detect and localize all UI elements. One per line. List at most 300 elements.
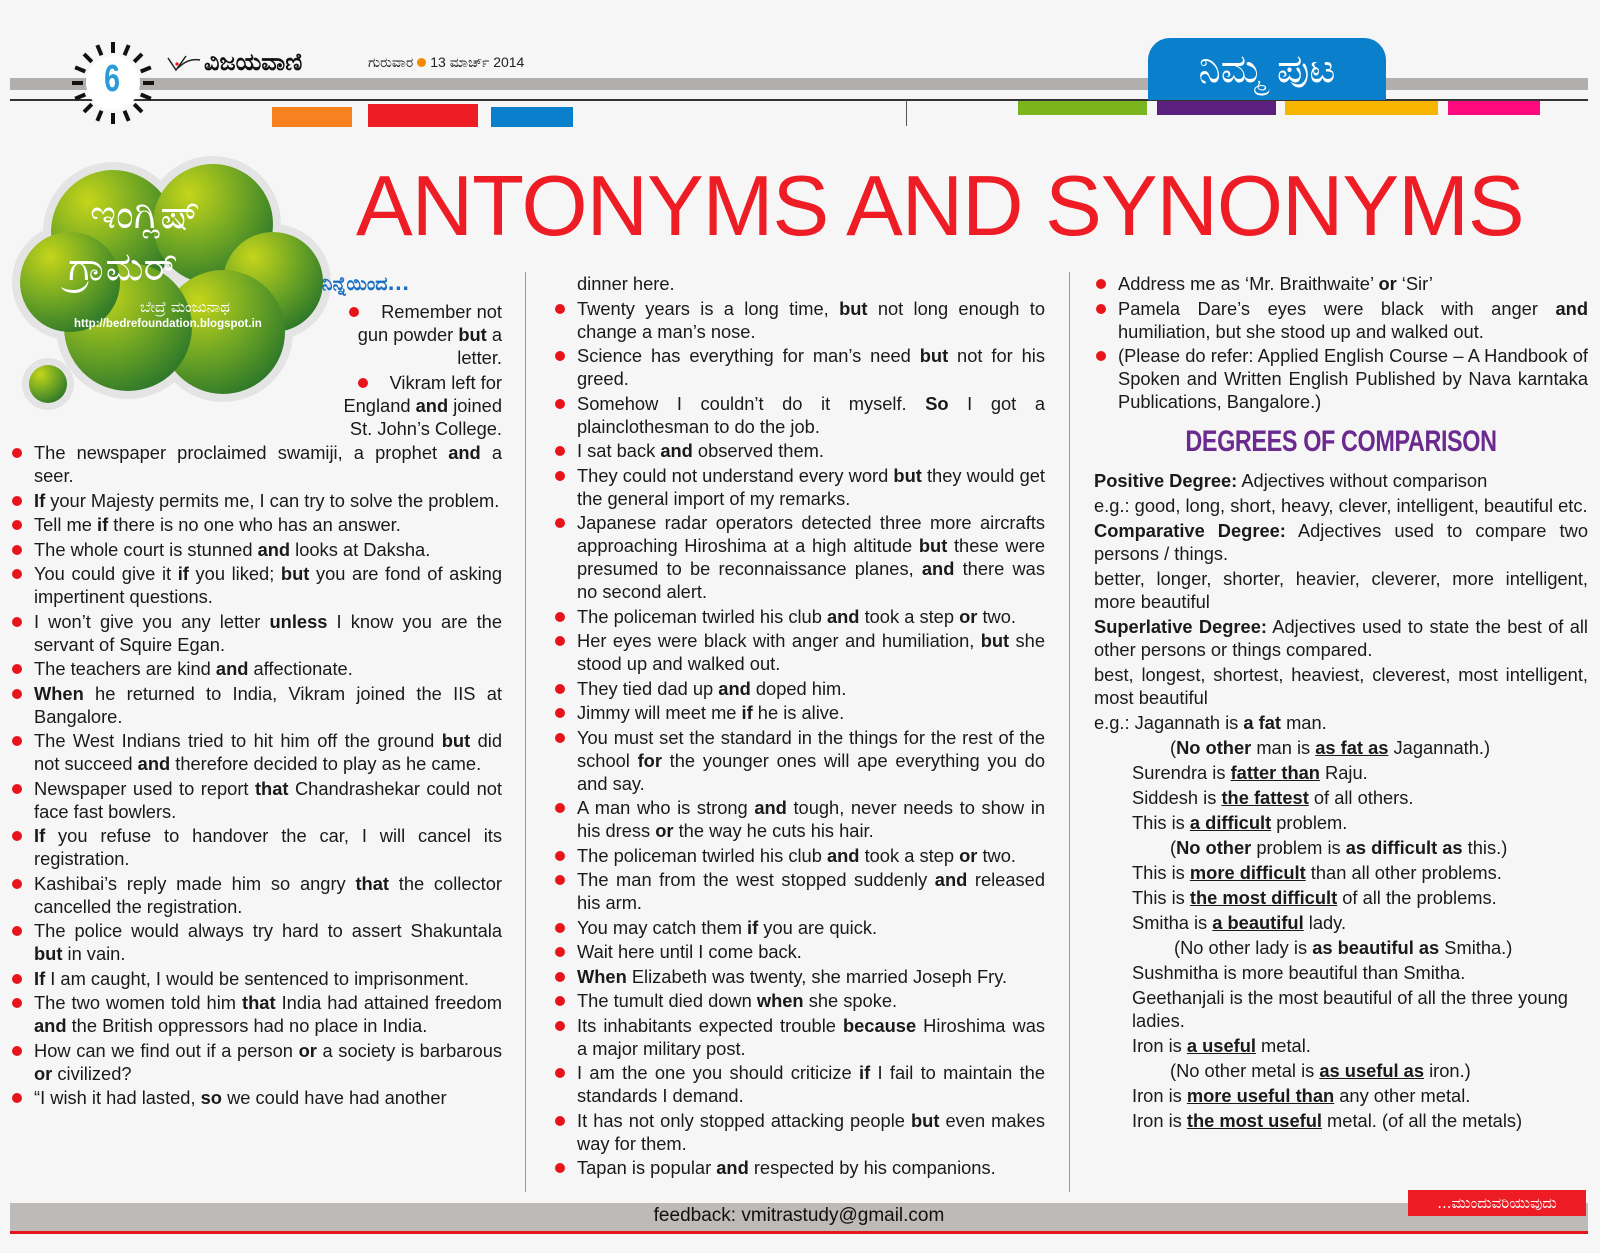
- emphasis-text: and: [1555, 297, 1588, 319]
- text-run: The policeman twirled his club: [577, 605, 827, 627]
- emphasis-text: and: [448, 442, 481, 463]
- text-run: there is no one who has an answer.: [108, 514, 401, 535]
- text-run: (: [1170, 737, 1177, 758]
- emphasis-text: so: [200, 1087, 222, 1108]
- emphasis-text: or: [959, 605, 978, 627]
- degree-paragraph: [1094, 861, 1588, 884]
- text-run: The teachers are kind: [34, 658, 216, 679]
- text-run: Tell me: [34, 514, 97, 535]
- text-run: Somehow I couldn’t do it myself.: [577, 392, 926, 414]
- emphasis-text: for: [637, 749, 662, 771]
- burst-ray: [124, 111, 128, 121]
- list-item: [10, 919, 502, 965]
- text-run: I know you are the servant of Squire Egan.: [34, 610, 502, 655]
- degree-paragraph: [1094, 1059, 1588, 1082]
- text-run: humiliation, but she stood up and walked out.: [1118, 320, 1484, 342]
- text-run: man.: [1281, 712, 1327, 733]
- text-run: Her eyes were black with anger and humiliation,: [577, 630, 981, 651]
- burst-ray: [134, 104, 142, 112]
- list-item: [553, 868, 1045, 914]
- text-run: I am caught, I would be sentenced to imprisonment.: [45, 967, 469, 989]
- emphasis-text: and: [34, 1015, 67, 1036]
- text-run: Adjectives used to state the best of all other persons or things compared.: [1094, 616, 1588, 660]
- list-item: [10, 824, 502, 870]
- degree-paragraph: [1094, 761, 1588, 784]
- emphasis-text: or: [298, 1039, 317, 1061]
- emphasis-text: and: [921, 558, 955, 579]
- list-item: [10, 1086, 502, 1109]
- text-run: I fail to maintain the standards I demand.: [577, 1062, 1046, 1106]
- emphasis-text: and: [257, 538, 291, 560]
- bullet-icon: [358, 378, 368, 388]
- text-run: took a step: [859, 605, 960, 627]
- text-run: we could have had another: [221, 1087, 447, 1108]
- logo-line-2: ಗ್ರಾಮರ್: [68, 244, 178, 290]
- degree-paragraph: [1094, 1109, 1588, 1132]
- burst-ray: [141, 67, 151, 71]
- text-run: You could give it: [34, 563, 178, 584]
- color-bar-purple: [1157, 101, 1276, 115]
- emphasis-text: When: [34, 682, 84, 704]
- text-run: Iron is: [1132, 1035, 1187, 1056]
- text-run: Japanese radar operators detected three more aircrafts approaching Hiroshima at a high altitude: [577, 512, 1045, 556]
- day-label: ಗುರುವಾರ: [368, 54, 414, 70]
- text-run: the British oppressors had no place in India.: [66, 1015, 428, 1036]
- emphasis-text: No other: [1176, 837, 1252, 858]
- column-2: [553, 272, 1045, 1181]
- emphasis-text: that: [242, 992, 276, 1013]
- emphasis-text: but: [919, 345, 949, 366]
- text-run: e.g.: Jagannath is: [1094, 712, 1244, 733]
- burst-ray: [75, 94, 85, 98]
- text-run: this.): [1462, 837, 1508, 858]
- list-item: [553, 677, 1045, 700]
- emphasis-text: unless: [269, 610, 328, 632]
- continued-tag: ...ಮುಂದುವರಿಯುವುದು: [1408, 1190, 1586, 1216]
- emphasis-text: that: [355, 872, 389, 894]
- list-item: [553, 344, 1045, 390]
- text-run: there was no second alert.: [577, 558, 1045, 602]
- text-run: Siddesh is: [1132, 787, 1222, 808]
- text-run: The whole court is stunned: [34, 538, 258, 560]
- text-run: doped him.: [750, 677, 847, 699]
- emphasis-text: and: [137, 753, 171, 774]
- emphasis-text: or: [34, 1062, 53, 1084]
- emphasis-text: the fattest: [1221, 787, 1309, 808]
- text-run: released his arm.: [577, 869, 1045, 913]
- header-divider: [906, 100, 907, 126]
- text-run: Geethanjali is the most beautiful of all the three young ladies.: [1132, 987, 1568, 1031]
- text-run: “I wish it had lasted,: [34, 1087, 201, 1108]
- emphasis-text: Positive Degree:: [1094, 470, 1238, 491]
- text-run: (No other lady is: [1174, 937, 1313, 958]
- text-run: even makes way for them.: [577, 1109, 1045, 1154]
- list-item: [10, 777, 502, 823]
- text-run: ‘Sir’: [1396, 273, 1433, 294]
- text-run: I won’t give you any letter: [34, 610, 270, 632]
- emphasis-text: that: [254, 777, 289, 799]
- emphasis-text: if: [177, 563, 189, 584]
- list-item: [10, 1039, 502, 1085]
- degree-paragraph: [1094, 1084, 1588, 1107]
- text-run: The police would always try hard to assert Shakuntala: [34, 920, 502, 941]
- list-item: [10, 610, 502, 656]
- text-run: They tied dad up: [577, 677, 719, 699]
- text-run: best, longest, shortest, heaviest, cleverest, most intelligent, most beautiful: [1094, 664, 1588, 708]
- text-run: This is: [1132, 887, 1190, 908]
- text-run: Iron is: [1132, 1085, 1187, 1106]
- text-run: he returned to India, Vikram joined the IIS at Bangalore.: [34, 682, 502, 727]
- text-run: Vikram left for England: [343, 371, 502, 416]
- text-run: lady.: [1303, 912, 1347, 933]
- list-item: [10, 538, 502, 561]
- bullet-icon: [349, 307, 359, 317]
- list-item: [10, 967, 502, 990]
- degree-paragraph: [1094, 469, 1588, 492]
- emphasis-text: and: [718, 677, 751, 699]
- text-run: of all the problems.: [1337, 887, 1497, 908]
- emphasis-text: and: [716, 1157, 749, 1178]
- text-run: Elizabeth was twenty, she married Joseph Fry.: [626, 965, 1008, 987]
- text-run: two.: [977, 605, 1016, 627]
- emphasis-text: If: [34, 967, 46, 989]
- emphasis-text: When: [577, 965, 627, 987]
- section-title: ನಿಮ್ಮ ಪುಟ: [1148, 38, 1386, 100]
- text-run: Tapan is popular: [577, 1157, 717, 1178]
- list-item: [553, 916, 1045, 939]
- text-run: Chandrashekar could not face fast bowlers.: [34, 777, 502, 822]
- text-run: A man who is strong: [577, 797, 755, 818]
- continued-sentence: [553, 272, 1045, 295]
- degree-paragraph: [1094, 1034, 1588, 1057]
- degree-paragraph: [1094, 736, 1588, 759]
- logo-url: http://bedrefoundation.blogspot.in: [74, 318, 262, 330]
- text-run: It has not only stopped attacking people: [577, 1109, 911, 1131]
- text-run: problem.: [1271, 812, 1348, 833]
- text-run: these were presumed to be reconnaissance planes,: [577, 535, 1045, 579]
- degree-paragraph: [1094, 986, 1588, 1032]
- emphasis-text: if: [96, 514, 109, 535]
- emphasis-text: and: [415, 394, 449, 416]
- emphasis-text: and: [754, 797, 787, 818]
- degrees-heading: DEGREES OF COMPARISON: [1185, 425, 1497, 458]
- list-item: [553, 726, 1045, 795]
- emphasis-text: or: [655, 820, 674, 841]
- list-item: [1094, 344, 1588, 413]
- emphasis-text: but: [458, 324, 487, 345]
- text-run: Kashibai’s reply made him so angry: [34, 872, 356, 894]
- emphasis-text: as fat as: [1315, 737, 1389, 758]
- burst-ray: [97, 45, 101, 55]
- list-item: [553, 1109, 1045, 1155]
- text-run: Wait here until I come back.: [577, 941, 802, 962]
- text-run: Surendra is: [1132, 762, 1231, 783]
- text-run: The man from the west stopped suddenly: [577, 869, 935, 890]
- degrees-content: [1094, 469, 1588, 1132]
- list-item: [10, 872, 502, 918]
- list-item: [10, 729, 502, 775]
- section-tab-blue: [491, 107, 573, 127]
- burst-ray: [75, 67, 85, 71]
- burst-ray: [134, 54, 142, 62]
- emphasis-text: Superlative Degree:: [1094, 616, 1267, 637]
- text-run: Its inhabitants expected trouble: [577, 1014, 843, 1036]
- page-number: 6: [104, 58, 120, 100]
- text-run: (No other metal is: [1170, 1060, 1320, 1081]
- list-item: [553, 511, 1045, 603]
- burst-ray: [84, 54, 92, 62]
- list-item: [10, 441, 502, 487]
- color-bar-pink: [1448, 101, 1540, 115]
- text-run: you are quick.: [758, 916, 878, 938]
- list-item: [553, 297, 1045, 343]
- list-item: [553, 1156, 1045, 1179]
- section-tab-orange: [272, 107, 352, 127]
- degree-paragraph: [1094, 911, 1588, 934]
- sentence-list-1: [10, 300, 502, 1109]
- sentence-list-3: [1094, 272, 1588, 413]
- text-run: joined St. John’s College.: [349, 394, 502, 439]
- text-run: two.: [977, 844, 1016, 866]
- emphasis-text: but: [441, 730, 471, 751]
- text-run: (Please do refer: Applied English Course – A Handbook of Spoken and Written English Published by Nava karntaka Publications, Bangalore.): [1118, 345, 1588, 412]
- emphasis-text: a difficult: [1189, 812, 1272, 833]
- emphasis-text: or: [959, 844, 978, 866]
- text-run: Newspaper used to report: [34, 777, 255, 799]
- burst-ray: [124, 45, 128, 55]
- emphasis-text: as useful as: [1319, 1060, 1425, 1081]
- emphasis-text: if: [747, 916, 759, 938]
- text-run: How can we find out if a person: [34, 1039, 299, 1061]
- text-run: the collector cancelled the registration.: [34, 872, 502, 917]
- text-run: metal.: [1255, 1035, 1311, 1056]
- logo-line-1: ಇಂಗ್ಲಿಷ್: [90, 192, 201, 238]
- list-item: [553, 844, 1045, 867]
- emphasis-text: but: [911, 1109, 940, 1131]
- emphasis-text: and: [826, 605, 860, 627]
- text-run: they would get the general import of my remarks.: [577, 464, 1045, 509]
- degree-paragraph: [1094, 936, 1588, 959]
- text-run: in vain.: [62, 943, 126, 964]
- emphasis-text: but: [839, 297, 868, 319]
- sentence-list-2: [553, 297, 1045, 1180]
- newspaper-brand: ವಿಜಯವಾಣಿ: [204, 48, 303, 76]
- column-divider: [1069, 272, 1070, 1192]
- list-item: [553, 392, 1045, 438]
- text-run: she spoke.: [803, 990, 898, 1011]
- text-run: Pamela Dare’s eyes were black with anger: [1118, 297, 1556, 319]
- emphasis-text: Comparative Degree:: [1094, 520, 1286, 541]
- text-run: Address me as ‘Mr. Braithwaite’: [1118, 273, 1379, 294]
- text-run: took a step: [859, 844, 960, 866]
- text-run: You may catch them: [577, 916, 748, 938]
- text-run: Raju.: [1319, 762, 1368, 783]
- emphasis-text: the most useful: [1186, 1110, 1322, 1131]
- degree-paragraph: [1094, 811, 1588, 834]
- color-bar-green: [1018, 101, 1147, 115]
- degree-paragraph: [1094, 836, 1588, 859]
- brand-swoosh-icon: [166, 52, 202, 74]
- feedback-email: feedback: vmitrastudy@gmail.com: [653, 1205, 945, 1226]
- text-run: Science has everything for man’s need: [577, 345, 920, 366]
- text-run: problem is: [1251, 837, 1346, 858]
- emphasis-text: and: [826, 844, 860, 866]
- list-item: [553, 439, 1045, 462]
- list-item: [553, 1014, 1045, 1060]
- dot-separator-icon: [417, 58, 426, 67]
- burst-ray: [97, 111, 101, 121]
- date-label: 13 ಮಾರ್ಚ್ 2014: [430, 54, 525, 70]
- text-run: Smitha is: [1132, 912, 1213, 933]
- emphasis-text: a useful: [1186, 1035, 1256, 1056]
- emphasis-text: more useful than: [1186, 1085, 1335, 1106]
- emphasis-text: as beautiful as: [1312, 937, 1440, 958]
- text-run: Twenty years is a long time,: [577, 297, 840, 319]
- text-run: Smitha.): [1439, 937, 1513, 958]
- text-run: Jagannath.): [1388, 737, 1491, 758]
- list-item: [10, 371, 502, 440]
- degree-paragraph: [1094, 886, 1588, 909]
- degree-paragraph: [1094, 663, 1588, 709]
- text-run: civilized?: [52, 1062, 132, 1084]
- list-item: [553, 940, 1045, 963]
- emphasis-text: if: [741, 702, 753, 723]
- emphasis-text: the most difficult: [1189, 887, 1338, 908]
- emphasis-text: but: [918, 535, 948, 556]
- text-run: The newspaper proclaimed swamiji, a prophet: [34, 442, 449, 463]
- text-run: e.g.: good, long, short, heavy, clever, intelligent, beautiful etc.: [1094, 495, 1588, 516]
- text-run: he is alive.: [752, 702, 845, 723]
- list-item: [553, 629, 1045, 675]
- text-run: Iron is: [1132, 1110, 1187, 1131]
- text-run: than all other problems.: [1305, 862, 1502, 883]
- text-run: your Majesty permits me, I can try to solve the problem.: [45, 489, 500, 511]
- list-item: [553, 965, 1045, 988]
- degree-paragraph: [1094, 786, 1588, 809]
- text-run: not for his greed.: [577, 345, 1045, 389]
- emphasis-text: when: [756, 990, 804, 1011]
- text-run: iron.): [1424, 1060, 1471, 1081]
- text-run: This is: [1132, 862, 1190, 883]
- list-item: [1094, 297, 1588, 343]
- text-run: The policeman twirled his club: [577, 844, 827, 866]
- logo-author: ಬೇದ್ರೆ ಮಂಜುನಾಥ: [140, 298, 230, 316]
- column-divider: [525, 272, 526, 1192]
- list-item: [553, 605, 1045, 628]
- text-run: did not succeed: [34, 730, 502, 774]
- emphasis-text: and: [660, 440, 693, 461]
- degree-paragraph: [1094, 519, 1588, 565]
- emphasis-text: but: [893, 464, 922, 486]
- text-run: You must set the standard in the things for the rest of the school: [577, 726, 1045, 771]
- emphasis-text: If: [34, 825, 46, 846]
- emphasis-text: and: [934, 869, 968, 890]
- text-run: The West Indians tried to hit him off the ground: [34, 730, 442, 751]
- emphasis-text: if: [858, 1062, 871, 1083]
- list-item: [1094, 272, 1588, 295]
- list-item: [553, 464, 1045, 510]
- emphasis-text: If: [34, 489, 46, 511]
- text-run: the younger ones will ape everything you do and say.: [577, 749, 1045, 794]
- text-run: you liked;: [188, 563, 281, 584]
- text-run: respected by his companions.: [748, 1157, 996, 1178]
- text-run: (: [1170, 837, 1177, 858]
- text-run: Jimmy will meet me: [577, 702, 742, 723]
- text-run: a seer.: [34, 442, 502, 486]
- emphasis-text: So: [925, 392, 949, 414]
- text-run: you are fond of asking impertinent questions.: [34, 563, 503, 607]
- list-item: [10, 657, 502, 680]
- burst-ray: [141, 94, 151, 98]
- degree-paragraph: [1094, 567, 1588, 613]
- text-run: dinner here.: [577, 273, 675, 294]
- degree-paragraph: [1094, 494, 1588, 517]
- list-item: [10, 513, 502, 536]
- list-item: [10, 562, 502, 608]
- text-run: better, longer, shorter, heavier, cleverer, more intelligent, more beautiful: [1094, 568, 1588, 612]
- text-run: a letter.: [457, 324, 502, 368]
- list-item: [553, 796, 1045, 842]
- section-tab-red: [368, 104, 478, 127]
- text-run: of all others.: [1308, 787, 1414, 808]
- emphasis-text: but: [34, 943, 63, 964]
- degree-paragraph: [1094, 615, 1588, 661]
- emphasis-text: as difficult as: [1345, 837, 1463, 858]
- text-run: tough, never needs to show in his dress: [577, 797, 1045, 841]
- text-run: India had attained freedom: [275, 992, 502, 1013]
- text-run: Adjectives without comparison: [1237, 470, 1488, 491]
- text-run: The tumult died down: [577, 990, 757, 1011]
- emphasis-text: but: [280, 563, 310, 584]
- list-item: [10, 300, 502, 369]
- text-run: looks at Daksha.: [290, 538, 431, 560]
- emphasis-text: or: [1378, 273, 1397, 294]
- emphasis-text: fatter than: [1230, 762, 1320, 783]
- list-item: [553, 701, 1045, 724]
- emphasis-text: because: [842, 1014, 917, 1036]
- emphasis-text: No other: [1176, 737, 1252, 758]
- text-run: They could not understand every word: [577, 464, 894, 486]
- dateline: [368, 54, 524, 71]
- text-run: Remember not gun powder: [357, 301, 502, 345]
- text-run: I am the one you should criticize: [577, 1062, 859, 1083]
- text-run: metal. (of all the metals): [1321, 1110, 1523, 1131]
- list-item: [10, 682, 502, 728]
- emphasis-text: more difficult: [1189, 862, 1306, 883]
- text-run: man is: [1251, 737, 1316, 758]
- color-bar-yellow: [1285, 101, 1438, 115]
- degree-paragraph: [1094, 961, 1588, 984]
- column-3: [1094, 272, 1588, 1134]
- burst-ray: [84, 104, 92, 112]
- emphasis-text: a fat: [1243, 712, 1281, 733]
- text-run: she stood up and walked out.: [577, 630, 1045, 674]
- list-item: [553, 989, 1045, 1012]
- emphasis-text: but: [980, 630, 1010, 651]
- text-run: Sushmitha is more beautiful than Smitha.: [1132, 962, 1466, 983]
- column-1: [10, 272, 502, 1111]
- text-run: any other metal.: [1334, 1085, 1471, 1106]
- text-run: The two women told him: [34, 992, 243, 1013]
- text-run: Hiroshima was a major military post.: [577, 1014, 1046, 1059]
- text-run: affectionate.: [248, 658, 353, 679]
- text-run: the way he cuts his hair.: [673, 820, 874, 841]
- article-title: ANTONYMS AND SYNONYMS: [356, 159, 1524, 254]
- emphasis-text: a beautiful: [1212, 912, 1304, 933]
- text-run: you refuse to handover the car, I will cancel its registration.: [34, 825, 502, 869]
- text-run: This is: [1132, 812, 1190, 833]
- list-item: [10, 489, 502, 512]
